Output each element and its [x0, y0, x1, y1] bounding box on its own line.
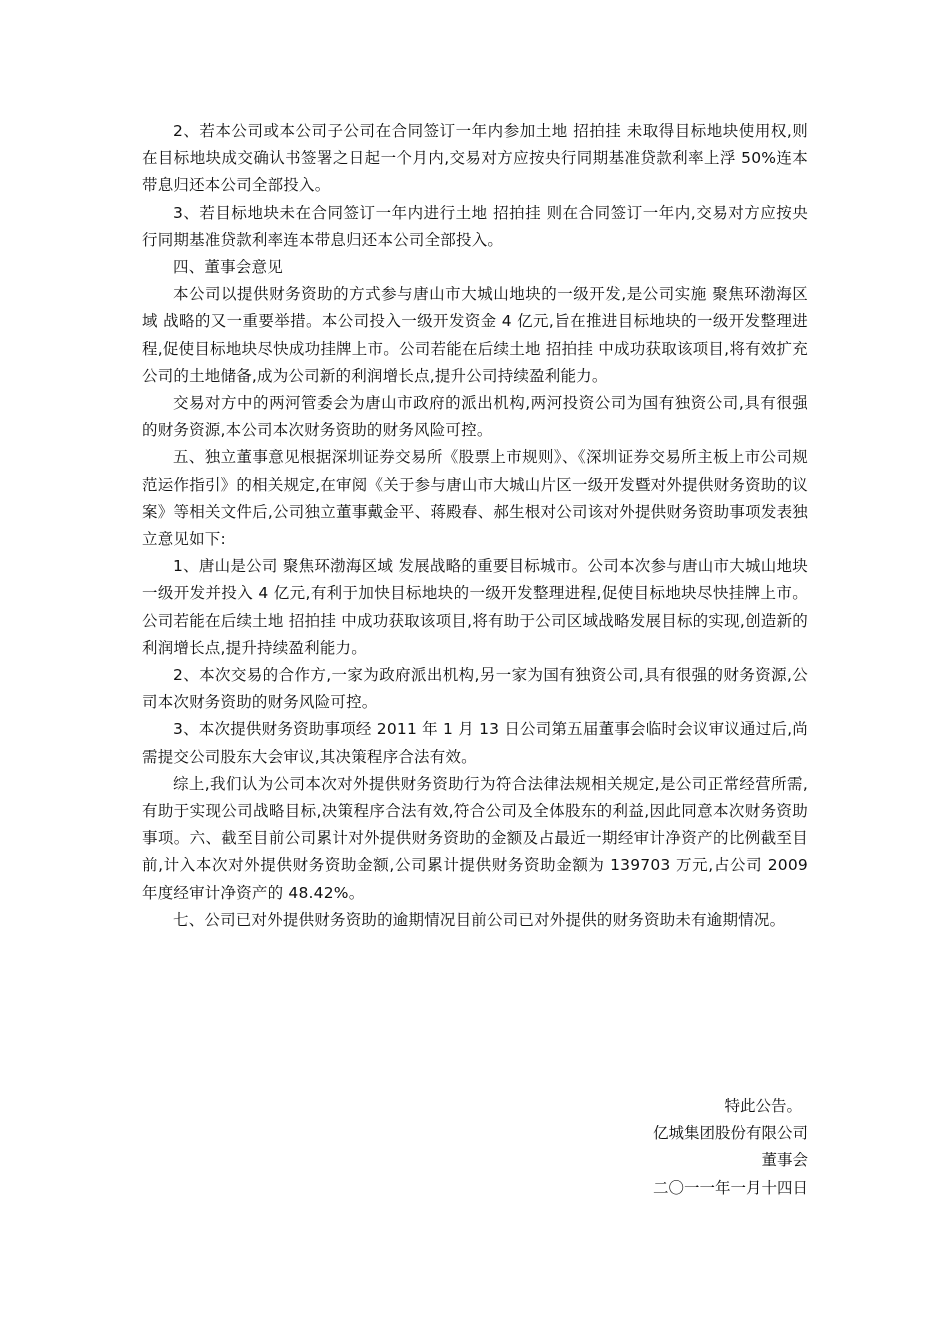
announcement-date: 二〇一一年一月十四日 [652, 1178, 808, 1197]
paragraph-counterparty-risk: 交易对方中的两河管委会为唐山市政府的派出机构,两河投资公司为国有独资公司,具有很强的财务资源,本公司本次财务资助的财务风险可控。 [142, 394, 808, 440]
paragraph-conclusion-cumulative: 综上,我们认为公司本次对外提供财务资助行为符合法律法规相关规定,是公司正常经营所需,有助于实现公司战略目标,决策程序合法有效,符合公司及全体股东的利益,因此同意本次财务资助事项。六、截至目前公司累计对外提供财务资助的金额及占最近一期经审计净资产的比例截至目前,计入本次对外提供财务资助金额,公司累计提供财务资助金额为 139703 万元,占公司 2009 年度经审计净资产的 48.42%。 [142, 774, 808, 902]
paragraph-opinion-3: 3、本次提供财务资助事项经 2011 年 1 月 13 日公司第五届董事会临时会议审议通过后,尚需提交公司股东大会审议,其决策程序合法有效。 [142, 720, 808, 766]
closing-statement: 特此公告。 [724, 1097, 802, 1115]
paragraph-opinion-2: 2、本次交易的合作方,一家为政府派出机构,另一家为国有独资公司,具有很强的财务资源,公司本次财务资助的财务风险可控。 [142, 666, 808, 712]
section-heading-independent-directors: 五、独立董事意见根据深圳证券交易所《股票上市规则》、《深圳证券交易所主板上市公司规范运作指引》的相关规定,在审阅《关于参与唐山市大城山片区一级开发暨对外提供财务资助的议案》等相关文件后,公司独立董事戴金平、蒋殿春、郝生根对公司该对外提供财务资助事项发表独立意见如下: [142, 448, 808, 549]
company-name: 亿城集团股份有限公司 [652, 1124, 808, 1143]
section-heading-board-opinion: 四、董事会意见 [173, 258, 283, 277]
document-body [142, 118, 808, 934]
signature-block [142, 1093, 808, 1202]
paragraph-opinion-1: 1、唐山是公司 聚焦环渤海区域 发展战略的重要目标城市。公司本次参与唐山市大城山地块一级开发并投入 4 亿元,有利于加快目标地块的一级开发整理进程,促使目标地块尽快挂牌上市。公司若能在后续土地 招拍挂 中成功获取该项目,将有助于公司区域战略发展目标的实现,创造新的利润增长点,提升持续盈利能力。 [142, 557, 808, 657]
paragraph-board-opinion: 本公司以提供财务资助的方式参与唐山市大城山地块的一级开发,是公司实施 聚焦环渤海区域 战略的又一重要举措。本公司投入一级开发资金 4 亿元,旨在推进目标地块的一级开发整理进程,促使目标地块尽快成功挂牌上市。公司若能在后续土地 招拍挂 中成功获取该项目,将有效扩充公司的土地储备,成为公司新的利润增长点,提升公司持续盈利能力。 [142, 285, 808, 385]
paragraph-overdue-status: 七、公司已对外提供财务资助的逾期情况目前公司已对外提供的财务资助未有逾期情况。 [173, 910, 786, 929]
paragraph-2-land-auction-refund: 2、若本公司或本公司子公司在合同签订一年内参加土地 招拍挂 未取得目标地块使用权,则在目标地块成交确认书签署之日起一个月内,交易对方应按央行同期基准贷款利率上浮 50%连本带息归还本公司全部投入。 [142, 122, 808, 195]
board-label: 董事会 [761, 1151, 808, 1170]
paragraph-3-land-refund: 3、若目标地块未在合同签订一年内进行土地 招拍挂 则在合同签订一年内,交易对方应按央行同期基准贷款利率连本带息归还本公司全部投入。 [142, 203, 808, 249]
